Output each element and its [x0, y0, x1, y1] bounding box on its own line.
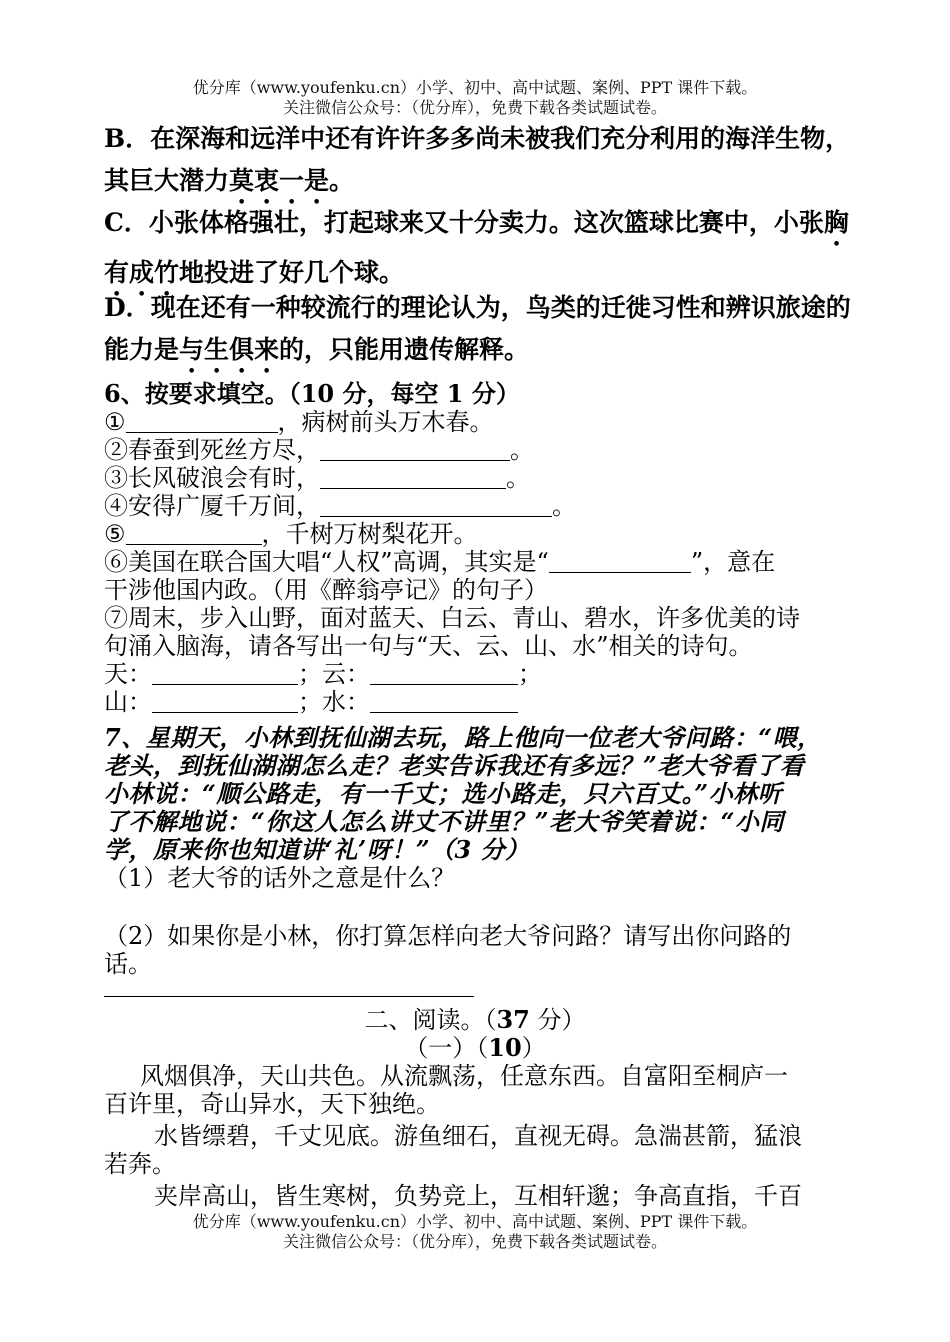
q7-line-2: 老头，到抚仙湖湖怎么走？老实告诉我还有多远？”老大爷看了看 — [104, 751, 805, 780]
q6-yun-blank[interactable] — [370, 662, 518, 685]
q7-sub-question-2 — [104, 922, 864, 978]
q6-item3-blank[interactable] — [320, 466, 506, 489]
option-d-dotted-idiom: 与生俱来 — [179, 335, 280, 364]
q6-item5-pre: ⑤ — [104, 520, 126, 548]
option-c-dotted-idiom: 胸有成竹 — [104, 208, 849, 287]
q7-line-5: 学，原来你也知道讲‘礼’呀！”（3 分） — [104, 835, 530, 864]
question-6 — [104, 380, 864, 716]
option-b-dotted-idiom: 莫衷一是 — [229, 166, 330, 195]
option-c-text: 小张体格强壮，打起球来又十分卖力。这次篮球比赛中，小张 — [148, 208, 824, 237]
footer-line-2: 关注微信公众号：（优分库），免费下载各类试题试卷。 — [282, 1232, 667, 1251]
reading-passage — [104, 1062, 864, 1210]
page-footer — [0, 1212, 950, 1252]
header-line-2: 关注微信公众号：（优分库），免费下载各类试题试卷。 — [282, 98, 667, 117]
q7-sub2-line-2: 话。 — [104, 950, 152, 978]
passage-p1-line2: 百许里，奇山异水，天下独绝。 — [104, 1090, 440, 1118]
reading-subtitle — [0, 1034, 950, 1062]
q7-line-1: 7、星期天，小林到抚仙湖去玩，路上他向一位老大爷问路：“喂， — [104, 723, 822, 752]
header-line-1: 优分库（www.youfenku.cn）小学、初中、高中试题、案例、PPT 课件下载。 — [192, 78, 758, 97]
q6-item3-post: 。 — [506, 464, 530, 492]
q6-item6-pre: ⑥美国在联合国大唱“人权”高调，其实是“ — [104, 548, 549, 576]
option-b-end: 。 — [329, 166, 355, 195]
q6-yun-end: ； — [518, 660, 542, 688]
option-d — [104, 287, 864, 379]
reading-subtitle-post: ） — [521, 1034, 546, 1062]
q6-shan-blank[interactable] — [152, 690, 298, 713]
q6-item6-post: ”，意在 — [690, 548, 776, 576]
q6-tian-blank[interactable] — [152, 662, 298, 685]
passage-p2-line1: 水皆缥碧，千丈见底。游鱼细石，直视无碍。急湍甚箭，猛浪 — [154, 1122, 802, 1150]
q6-item1-pre: ① — [104, 408, 126, 436]
q6-shui-blank[interactable] — [370, 690, 518, 713]
q6-item4-blank[interactable] — [320, 494, 552, 517]
q7-line-4: 了不解地说：“你这人怎么讲丈不讲里？”老大爷笑着说：“小同 — [104, 807, 784, 836]
answer-line[interactable] — [104, 996, 474, 997]
reading-title-post: 分） — [529, 1006, 586, 1034]
q6-item5-blank[interactable] — [126, 522, 262, 545]
q6-item2-blank[interactable] — [320, 438, 510, 461]
q6-item2-pre: ②春蚕到死丝方尽， — [104, 436, 320, 464]
q6-item4-post: 。 — [552, 492, 576, 520]
option-b — [104, 118, 864, 210]
option-d-end: 的，只能用遗传解释。 — [279, 335, 530, 364]
option-b-text: 在深海和远洋中还有许许多多尚未被我们充分利用的海洋生物，其巨大潜力 — [104, 124, 851, 195]
q6-shui-label: ；水： — [298, 688, 370, 716]
option-b-label: B． — [104, 124, 151, 153]
q6-item7-line2: 句涌入脑海，请各写出一句与“天、云、山、水”相关的诗句。 — [104, 632, 753, 660]
q7-sub2-line-1: （2）如果你是小林，你打算怎样向老大爷问路？请写出你问路的 — [104, 922, 792, 950]
reading-subtitle-score: 10 — [488, 1033, 522, 1062]
q6-yun-label: ；云： — [298, 660, 370, 688]
q6-item5-post: ，千树万树梨花开。 — [261, 520, 478, 548]
passage-p3-line1: 夹岸高山，皆生寒树，负势竞上，互相轩邈；争高直指，千百 — [154, 1182, 802, 1210]
q6-title: 6、按要求填空。（10 分，每空 1 分） — [104, 379, 520, 408]
option-c-label: C． — [104, 208, 149, 237]
q6-item3-pre: ③长风破浪会有时， — [104, 464, 320, 492]
option-d-text: 现在还有一种较流行的理论认为，鸟类的迁徙习性和辨识旅途的能力是 — [104, 293, 851, 364]
reading-title — [0, 1006, 950, 1034]
q6-shan-label: 山： — [104, 688, 152, 716]
question-7 — [104, 724, 864, 892]
q7-sub-question-1: （1）老大爷的话外之意是什么？ — [104, 864, 456, 892]
q6-item1-post: ，病树前头万木春。 — [277, 408, 494, 436]
q7-line-3: 小林说：“顺公路走，有一千丈；选小路走，只六百丈。”小林听 — [104, 779, 783, 808]
passage-p1-line1: 风烟俱净，天山共色。从流飘荡，任意东西。自富阳至桐庐一 — [140, 1062, 788, 1090]
reading-title-score: 37 — [496, 1005, 530, 1034]
q6-item6-line2: 干涉他国内政。（用《醉翁亭记》的句子） — [104, 576, 548, 604]
q6-item1-blank[interactable] — [126, 410, 278, 433]
q6-item6-blank[interactable] — [549, 550, 691, 573]
option-d-label: D． — [104, 293, 151, 322]
q6-item2-post: 。 — [510, 436, 534, 464]
option-c-end: 地投进了好几个球。 — [179, 258, 405, 287]
q6-item4-pre: ④安得广厦千万间， — [104, 492, 320, 520]
passage-p2-line2: 若奔。 — [104, 1150, 176, 1178]
reading-title-pre: 二、阅读。（ — [364, 1006, 497, 1034]
q6-tian-label: 天： — [104, 660, 152, 688]
page-header — [0, 78, 950, 118]
reading-subtitle-pre: （一）（ — [404, 1034, 489, 1062]
q6-item7-line1: ⑦周末，步入山野，面对蓝天、白云、青山、碧水，许多优美的诗 — [104, 604, 800, 632]
footer-line-1: 优分库（www.youfenku.cn）小学、初中、高中试题、案例、PPT 课件下载。 — [192, 1212, 758, 1231]
